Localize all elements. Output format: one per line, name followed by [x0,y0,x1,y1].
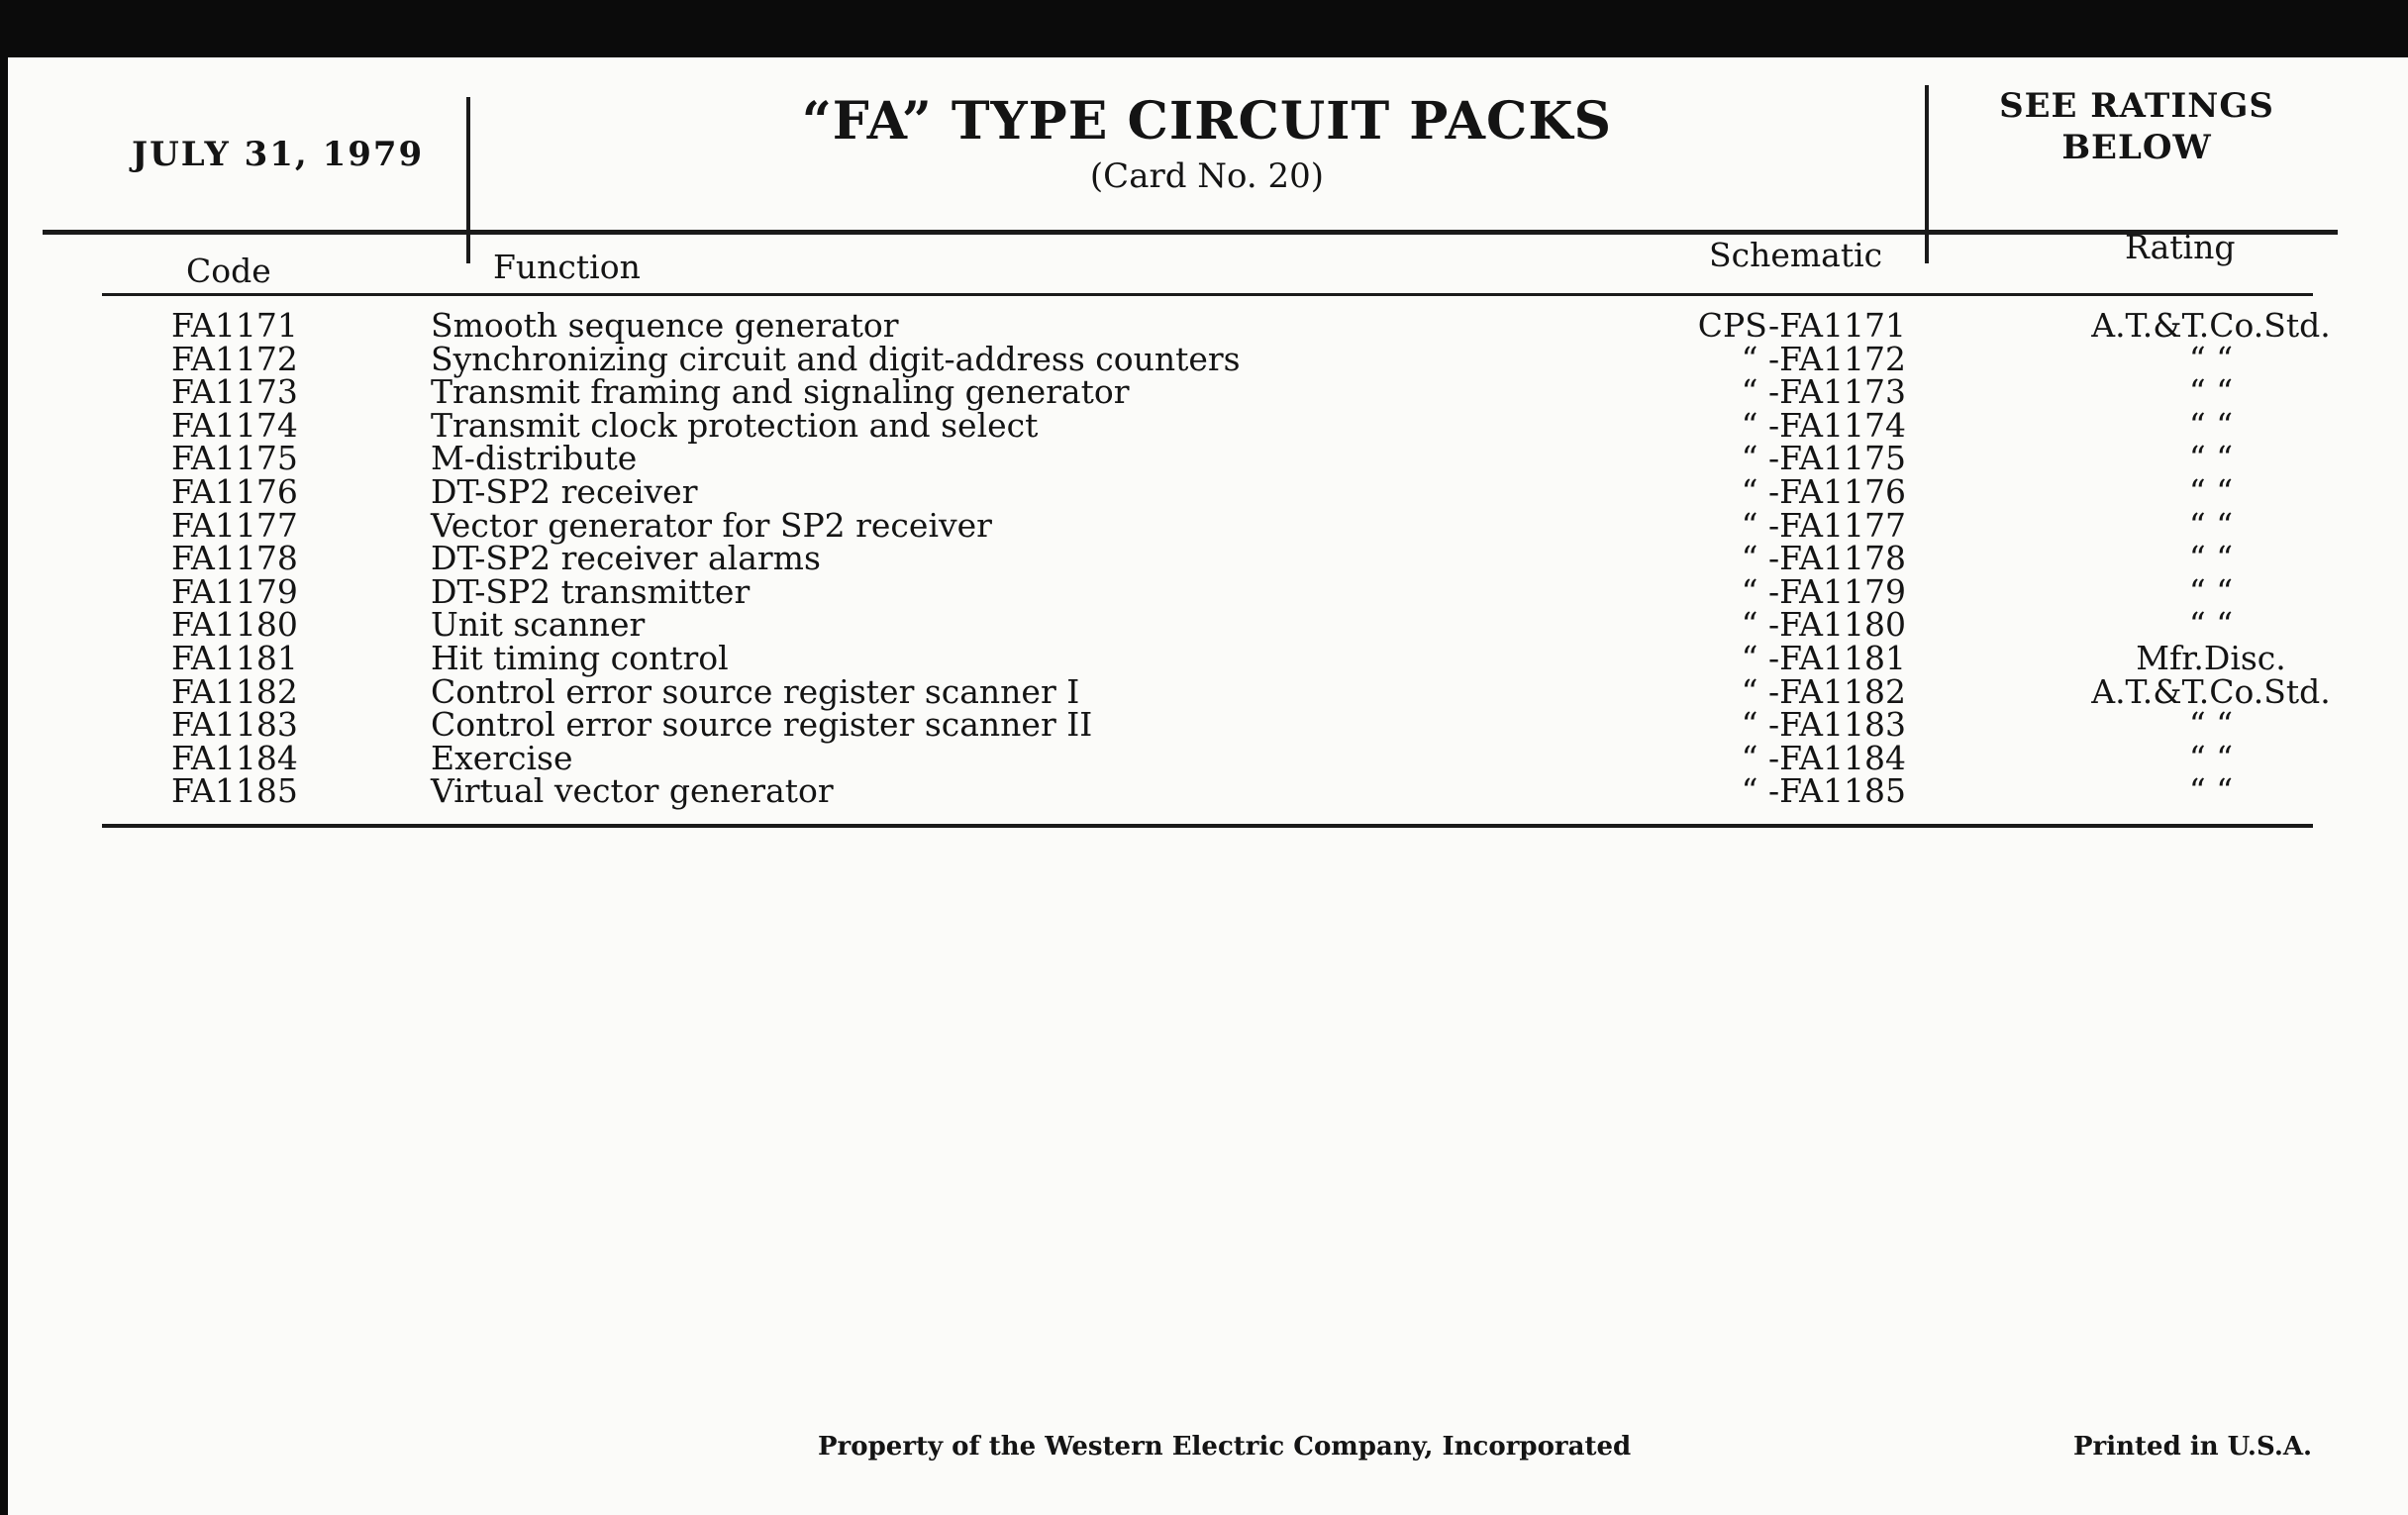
header-divider-right [1925,85,1929,263]
pack-function: Smooth sequence generator [431,306,899,345]
pack-code: FA1180 [171,605,298,645]
pack-schematic: “ -FA1174 [1741,405,1906,445]
pack-code: FA1174 [171,405,298,445]
table-row [8,771,2408,811]
pack-function: Exercise [431,738,573,777]
pack-function: Transmit clock protection and select [431,405,1039,445]
table-bottom-rule [102,824,2313,828]
pack-code: FA1182 [171,671,298,711]
pack-code: FA1173 [171,372,298,412]
pack-function: Control error source register scanner II [431,705,1093,745]
pack-code: FA1171 [171,306,298,345]
pack-rating: A.T.&T.Co.Std. [2091,306,2331,345]
pack-function: Unit scanner [431,605,646,645]
pack-rating: “ “ [2188,771,2234,811]
pack-code: FA1183 [171,705,298,745]
table-row [8,539,2408,578]
card-subtitle: (Card No. 20) [1089,156,1325,196]
table-row [8,571,2408,611]
pack-code: FA1185 [171,771,298,811]
pack-schematic: “ -FA1181 [1741,638,1906,677]
pack-rating: “ “ [2188,372,2234,412]
pack-rating: “ “ [2188,505,2234,545]
pack-function: Transmit framing and signaling generator [431,372,1130,412]
table-row [8,638,2408,677]
table-row [8,439,2408,478]
property-notice: Property of the Western Electric Company, Incorporated [818,1432,1632,1462]
pack-rating: “ “ [2188,605,2234,645]
pack-schematic: “ -FA1182 [1741,671,1906,711]
table-row [8,372,2408,412]
pack-code: FA1175 [171,439,298,478]
pack-code: FA1181 [171,638,298,677]
column-header-schematic: Schematic [1709,236,1883,274]
pack-function: M-distribute [431,439,638,478]
pack-schematic: “ -FA1178 [1741,539,1906,578]
column-header-rating: Rating [2125,228,2236,266]
pack-function: Virtual vector generator [431,771,834,811]
pack-schematic: “ -FA1179 [1741,571,1906,611]
pack-code: FA1176 [171,471,298,511]
pack-schematic: “ -FA1177 [1741,505,1906,545]
table-row [8,671,2408,711]
pack-rating: “ “ [2188,439,2234,478]
table-row [8,738,2408,777]
column-header-rule [102,293,2313,296]
header-divider-left [466,97,470,263]
pack-schematic: “ -FA1185 [1741,771,1906,811]
circuit-pack-card [8,57,2408,1515]
pack-rating: A.T.&T.Co.Std. [2091,671,2331,711]
pack-rating: “ “ [2188,571,2234,611]
column-header-code: Code [186,252,271,290]
card-date: JULY 31, 1979 [132,135,425,174]
printed-notice: Printed in U.S.A. [2073,1432,2313,1462]
card-title: “FA” TYPE CIRCUIT PACKS [801,91,1613,152]
table-row [8,605,2408,645]
circuit-pack-table [8,306,2408,811]
table-row [8,505,2408,545]
pack-schematic: “ -FA1172 [1741,339,1906,378]
pack-code: FA1179 [171,571,298,611]
pack-schematic: “ -FA1183 [1741,705,1906,745]
pack-schematic: “ -FA1180 [1741,605,1906,645]
pack-schematic: “ -FA1175 [1741,439,1906,478]
pack-rating: Mfr.Disc. [2136,638,2286,677]
pack-rating: “ “ [2188,705,2234,745]
table-row [8,405,2408,445]
table-row [8,705,2408,745]
ratings-note: SEE RATINGS BELOW [1999,86,2274,167]
pack-schematic: CPS-FA1171 [1697,306,1906,345]
pack-schematic: “ -FA1184 [1741,738,1906,777]
pack-schematic: “ -FA1173 [1741,372,1906,412]
pack-rating: “ “ [2188,539,2234,578]
table-row [8,339,2408,378]
table-row [8,471,2408,511]
pack-code: FA1178 [171,539,298,578]
pack-function: Vector generator for SP2 receiver [431,505,992,545]
pack-rating: “ “ [2188,738,2234,777]
pack-schematic: “ -FA1176 [1741,471,1906,511]
header-rule [43,230,2338,235]
pack-rating: “ “ [2188,471,2234,511]
pack-function: DT-SP2 transmitter [431,571,751,611]
pack-rating: “ “ [2188,405,2234,445]
pack-function: Synchronizing circuit and digit-address counters [431,339,1241,378]
pack-function: DT-SP2 receiver alarms [431,539,821,578]
pack-code: FA1172 [171,339,298,378]
pack-function: Hit timing control [431,638,729,677]
pack-rating: “ “ [2188,339,2234,378]
pack-function: Control error source register scanner I [431,671,1080,711]
table-row [8,306,2408,345]
pack-code: FA1177 [171,505,298,545]
pack-code: FA1184 [171,738,298,777]
column-header-function: Function [493,248,641,286]
pack-function: DT-SP2 receiver [431,471,698,511]
